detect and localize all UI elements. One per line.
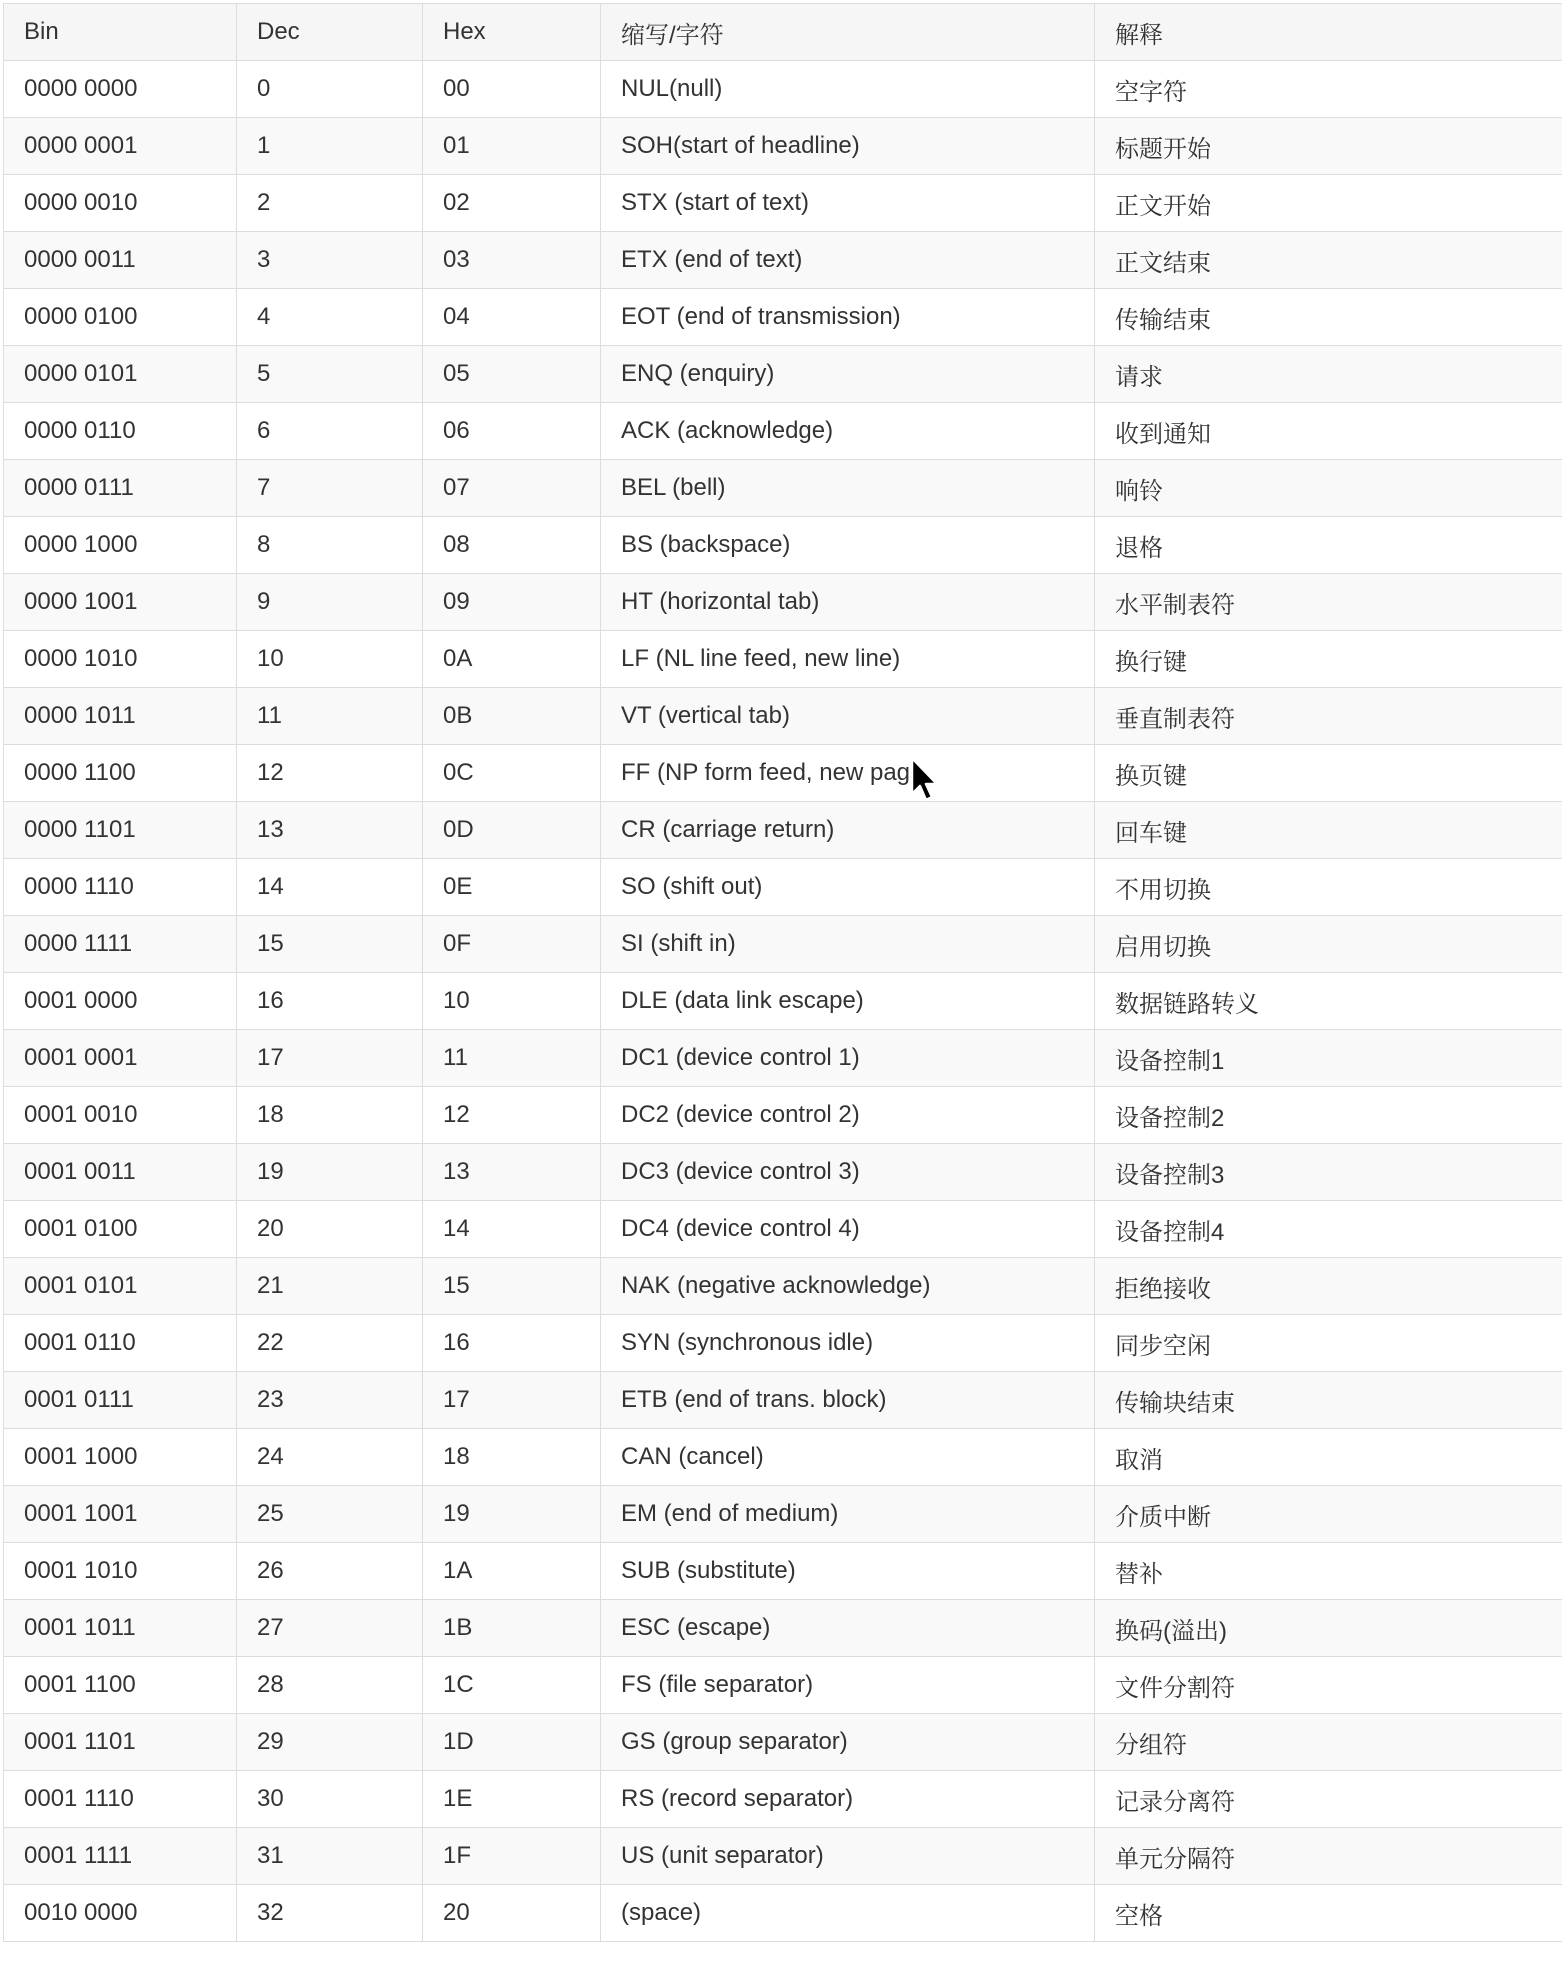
cell-hex: 0B xyxy=(423,688,601,745)
cell-description: 数据链路转义 xyxy=(1095,973,1562,1030)
cell-description: 正文结束 xyxy=(1095,232,1562,289)
cell-abbreviation: BEL (bell) xyxy=(601,460,1095,517)
cell-bin: 0000 0100 xyxy=(4,289,237,346)
cell-hex: 13 xyxy=(423,1144,601,1201)
cell-dec: 8 xyxy=(237,517,423,574)
cell-dec: 12 xyxy=(237,745,423,802)
cell-dec: 11 xyxy=(237,688,423,745)
cell-description: 请求 xyxy=(1095,346,1562,403)
cell-abbreviation: DC2 (device control 2) xyxy=(601,1087,1095,1144)
cell-abbreviation: CR (carriage return) xyxy=(601,802,1095,859)
cell-bin: 0001 1100 xyxy=(4,1657,237,1714)
cell-hex: 11 xyxy=(423,1030,601,1087)
table-row xyxy=(4,859,1562,916)
table-row xyxy=(4,346,1562,403)
table-row xyxy=(4,1372,1562,1429)
cell-hex: 07 xyxy=(423,460,601,517)
cell-description: 不用切换 xyxy=(1095,859,1562,916)
cell-bin: 0010 0000 xyxy=(4,1885,237,1942)
cell-dec: 23 xyxy=(237,1372,423,1429)
cell-hex: 14 xyxy=(423,1201,601,1258)
cell-bin: 0001 0101 xyxy=(4,1258,237,1315)
cell-description: 分组符 xyxy=(1095,1714,1562,1771)
cell-description: 空格 xyxy=(1095,1885,1562,1942)
table-body xyxy=(4,61,1562,1942)
cell-hex: 19 xyxy=(423,1486,601,1543)
header-row xyxy=(4,4,1562,61)
table-row xyxy=(4,1714,1562,1771)
cell-hex: 12 xyxy=(423,1087,601,1144)
cell-abbreviation: SOH(start of headline) xyxy=(601,118,1095,175)
cell-abbreviation: SO (shift out) xyxy=(601,859,1095,916)
cell-abbreviation: FF (NP form feed, new pag xyxy=(601,745,1095,802)
cell-dec: 3 xyxy=(237,232,423,289)
cell-description: 垂直制表符 xyxy=(1095,688,1562,745)
cell-description: 换码(溢出) xyxy=(1095,1600,1562,1657)
table-row xyxy=(4,1828,1562,1885)
cell-dec: 19 xyxy=(237,1144,423,1201)
cell-hex: 1B xyxy=(423,1600,601,1657)
cell-abbreviation: SUB (substitute) xyxy=(601,1543,1095,1600)
cell-abbreviation: ETX (end of text) xyxy=(601,232,1095,289)
cell-description: 回车键 xyxy=(1095,802,1562,859)
cell-abbreviation: FS (file separator) xyxy=(601,1657,1095,1714)
cell-dec: 28 xyxy=(237,1657,423,1714)
cell-bin: 0001 1111 xyxy=(4,1828,237,1885)
table-row xyxy=(4,1657,1562,1714)
table-row xyxy=(4,1771,1562,1828)
cell-dec: 25 xyxy=(237,1486,423,1543)
cell-hex: 16 xyxy=(423,1315,601,1372)
cell-description: 文件分割符 xyxy=(1095,1657,1562,1714)
cell-dec: 5 xyxy=(237,346,423,403)
cell-dec: 17 xyxy=(237,1030,423,1087)
cell-bin: 0001 0110 xyxy=(4,1315,237,1372)
cell-dec: 15 xyxy=(237,916,423,973)
cell-bin: 0001 0000 xyxy=(4,973,237,1030)
cell-dec: 20 xyxy=(237,1201,423,1258)
cell-dec: 18 xyxy=(237,1087,423,1144)
table-row xyxy=(4,61,1562,118)
table-row xyxy=(4,1885,1562,1942)
cell-bin: 0000 1001 xyxy=(4,574,237,631)
cell-description: 启用切换 xyxy=(1095,916,1562,973)
cell-abbreviation: ESC (escape) xyxy=(601,1600,1095,1657)
table-row xyxy=(4,289,1562,346)
table-row xyxy=(4,1144,1562,1201)
cell-abbreviation: (space) xyxy=(601,1885,1095,1942)
cell-bin: 0001 1001 xyxy=(4,1486,237,1543)
table-row xyxy=(4,1087,1562,1144)
cell-description: 设备控制2 xyxy=(1095,1087,1562,1144)
cell-bin: 0000 1000 xyxy=(4,517,237,574)
cell-hex: 1C xyxy=(423,1657,601,1714)
cell-bin: 0000 0001 xyxy=(4,118,237,175)
cell-dec: 1 xyxy=(237,118,423,175)
cell-bin: 0000 0010 xyxy=(4,175,237,232)
cell-hex: 03 xyxy=(423,232,601,289)
cell-description: 介质中断 xyxy=(1095,1486,1562,1543)
cell-abbreviation: DC4 (device control 4) xyxy=(601,1201,1095,1258)
cell-hex: 18 xyxy=(423,1429,601,1486)
cell-description: 传输块结束 xyxy=(1095,1372,1562,1429)
cell-bin: 0000 0101 xyxy=(4,346,237,403)
cell-description: 记录分离符 xyxy=(1095,1771,1562,1828)
cell-abbreviation: RS (record separator) xyxy=(601,1771,1095,1828)
cell-bin: 0001 1101 xyxy=(4,1714,237,1771)
cell-description: 设备控制4 xyxy=(1095,1201,1562,1258)
cell-bin: 0000 0111 xyxy=(4,460,237,517)
table-row xyxy=(4,688,1562,745)
cell-dec: 31 xyxy=(237,1828,423,1885)
cell-description: 换页键 xyxy=(1095,745,1562,802)
header-abbreviation: 缩写/字符 xyxy=(601,4,1095,61)
cell-hex: 10 xyxy=(423,973,601,1030)
cell-hex: 0C xyxy=(423,745,601,802)
cell-bin: 0001 1110 xyxy=(4,1771,237,1828)
table-row xyxy=(4,1600,1562,1657)
table-row xyxy=(4,118,1562,175)
table-row xyxy=(4,916,1562,973)
cell-description: 换行键 xyxy=(1095,631,1562,688)
cell-bin: 0001 0001 xyxy=(4,1030,237,1087)
cell-abbreviation: HT (horizontal tab) xyxy=(601,574,1095,631)
cell-dec: 22 xyxy=(237,1315,423,1372)
cell-description: 空字符 xyxy=(1095,61,1562,118)
cell-hex: 06 xyxy=(423,403,601,460)
table-header xyxy=(4,4,1562,61)
table-row xyxy=(4,745,1562,802)
table-row xyxy=(4,1543,1562,1600)
cell-hex: 01 xyxy=(423,118,601,175)
cell-dec: 26 xyxy=(237,1543,423,1600)
cell-abbreviation: SI (shift in) xyxy=(601,916,1095,973)
cell-abbreviation: US (unit separator) xyxy=(601,1828,1095,1885)
cell-bin: 0000 0110 xyxy=(4,403,237,460)
cell-hex: 1F xyxy=(423,1828,601,1885)
cell-description: 替补 xyxy=(1095,1543,1562,1600)
cell-bin: 0000 1011 xyxy=(4,688,237,745)
cell-description: 单元分隔符 xyxy=(1095,1828,1562,1885)
cell-bin: 0000 0000 xyxy=(4,61,237,118)
header-hex: Hex xyxy=(423,4,601,61)
cell-abbreviation: EOT (end of transmission) xyxy=(601,289,1095,346)
table-row xyxy=(4,631,1562,688)
cell-hex: 20 xyxy=(423,1885,601,1942)
ascii-table xyxy=(3,3,1562,1942)
cell-description: 响铃 xyxy=(1095,460,1562,517)
cell-dec: 16 xyxy=(237,973,423,1030)
cell-dec: 6 xyxy=(237,403,423,460)
cell-description: 正文开始 xyxy=(1095,175,1562,232)
cell-hex: 00 xyxy=(423,61,601,118)
cell-abbreviation: CAN (cancel) xyxy=(601,1429,1095,1486)
cell-bin: 0001 0011 xyxy=(4,1144,237,1201)
cell-hex: 02 xyxy=(423,175,601,232)
cell-dec: 32 xyxy=(237,1885,423,1942)
cell-hex: 17 xyxy=(423,1372,601,1429)
cell-description: 取消 xyxy=(1095,1429,1562,1486)
cell-bin: 0000 1100 xyxy=(4,745,237,802)
cell-hex: 04 xyxy=(423,289,601,346)
cell-description: 水平制表符 xyxy=(1095,574,1562,631)
cell-dec: 14 xyxy=(237,859,423,916)
header-dec: Dec xyxy=(237,4,423,61)
cell-abbreviation: DC3 (device control 3) xyxy=(601,1144,1095,1201)
cell-abbreviation: DC1 (device control 1) xyxy=(601,1030,1095,1087)
cell-description: 收到通知 xyxy=(1095,403,1562,460)
table-row xyxy=(4,232,1562,289)
cell-bin: 0001 1011 xyxy=(4,1600,237,1657)
cell-hex: 05 xyxy=(423,346,601,403)
header-bin: Bin xyxy=(4,4,237,61)
cell-abbreviation: LF (NL line feed, new line) xyxy=(601,631,1095,688)
cell-dec: 2 xyxy=(237,175,423,232)
cell-bin: 0001 0010 xyxy=(4,1087,237,1144)
cell-abbreviation: ENQ (enquiry) xyxy=(601,346,1095,403)
cell-description: 设备控制3 xyxy=(1095,1144,1562,1201)
cell-dec: 13 xyxy=(237,802,423,859)
cell-dec: 27 xyxy=(237,1600,423,1657)
cell-dec: 29 xyxy=(237,1714,423,1771)
cell-abbreviation: NUL(null) xyxy=(601,61,1095,118)
cell-dec: 4 xyxy=(237,289,423,346)
table-row xyxy=(4,1315,1562,1372)
cell-hex: 0A xyxy=(423,631,601,688)
cell-description: 传输结束 xyxy=(1095,289,1562,346)
cell-abbreviation: DLE (data link escape) xyxy=(601,973,1095,1030)
cell-abbreviation: EM (end of medium) xyxy=(601,1486,1095,1543)
cell-description: 拒绝接收 xyxy=(1095,1258,1562,1315)
cell-description: 设备控制1 xyxy=(1095,1030,1562,1087)
cell-description: 标题开始 xyxy=(1095,118,1562,175)
cell-hex: 1D xyxy=(423,1714,601,1771)
cell-bin: 0001 0111 xyxy=(4,1372,237,1429)
table-row xyxy=(4,1201,1562,1258)
table-row xyxy=(4,973,1562,1030)
table-row xyxy=(4,403,1562,460)
table-row xyxy=(4,517,1562,574)
table-row xyxy=(4,1429,1562,1486)
cell-hex: 0E xyxy=(423,859,601,916)
header-description: 解释 xyxy=(1095,4,1562,61)
cell-abbreviation: STX (start of text) xyxy=(601,175,1095,232)
cell-hex: 1E xyxy=(423,1771,601,1828)
table-row xyxy=(4,802,1562,859)
cell-hex: 0D xyxy=(423,802,601,859)
cell-bin: 0001 1010 xyxy=(4,1543,237,1600)
cell-bin: 0000 1101 xyxy=(4,802,237,859)
cell-description: 退格 xyxy=(1095,517,1562,574)
cell-abbreviation: SYN (synchronous idle) xyxy=(601,1315,1095,1372)
cell-bin: 0000 1010 xyxy=(4,631,237,688)
cell-description: 同步空闲 xyxy=(1095,1315,1562,1372)
cell-dec: 7 xyxy=(237,460,423,517)
cell-dec: 24 xyxy=(237,1429,423,1486)
table-row xyxy=(4,175,1562,232)
cell-dec: 30 xyxy=(237,1771,423,1828)
table-row xyxy=(4,1486,1562,1543)
cell-hex: 0F xyxy=(423,916,601,973)
cell-bin: 0000 1111 xyxy=(4,916,237,973)
table-row xyxy=(4,460,1562,517)
cell-dec: 10 xyxy=(237,631,423,688)
table-row xyxy=(4,1258,1562,1315)
table-row xyxy=(4,574,1562,631)
cell-abbreviation: VT (vertical tab) xyxy=(601,688,1095,745)
cell-abbreviation: GS (group separator) xyxy=(601,1714,1095,1771)
cell-bin: 0001 0100 xyxy=(4,1201,237,1258)
cell-hex: 1A xyxy=(423,1543,601,1600)
table-row xyxy=(4,1030,1562,1087)
cell-bin: 0000 0011 xyxy=(4,232,237,289)
cell-abbreviation: ETB (end of trans. block) xyxy=(601,1372,1095,1429)
cell-dec: 9 xyxy=(237,574,423,631)
cell-bin: 0000 1110 xyxy=(4,859,237,916)
cell-hex: 09 xyxy=(423,574,601,631)
cell-abbreviation: BS (backspace) xyxy=(601,517,1095,574)
cell-dec: 21 xyxy=(237,1258,423,1315)
cell-hex: 08 xyxy=(423,517,601,574)
cell-bin: 0001 1000 xyxy=(4,1429,237,1486)
cell-dec: 0 xyxy=(237,61,423,118)
cell-abbreviation: ACK (acknowledge) xyxy=(601,403,1095,460)
cell-hex: 15 xyxy=(423,1258,601,1315)
cell-abbreviation: NAK (negative acknowledge) xyxy=(601,1258,1095,1315)
